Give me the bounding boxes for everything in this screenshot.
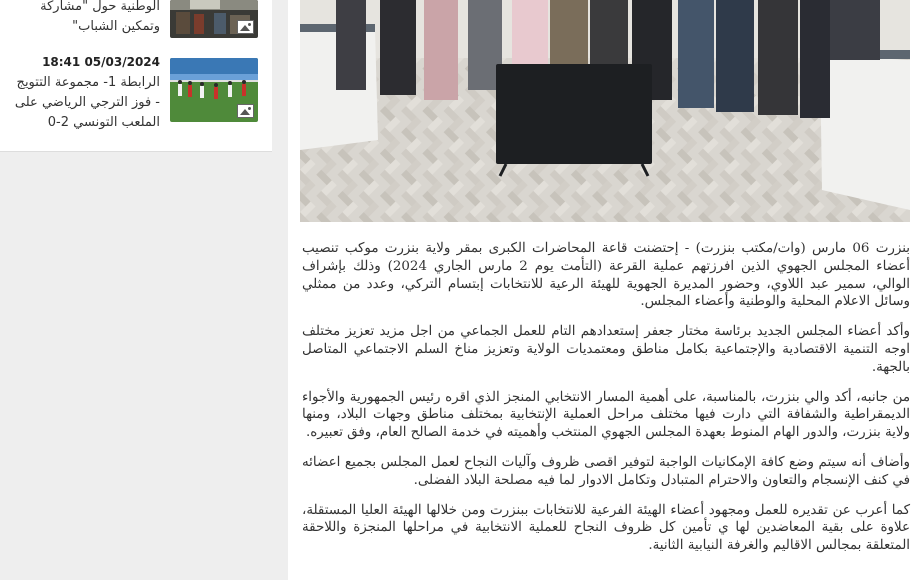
article-paragraph: كما أعرب عن تقديره للعمل ومجهود أعضاء الهيئة الفرعية للانتخابات ببنزرت ومن خلالها الهيئة العليا المستقلة، علاوة على بقية المعاضدين لها ي تأمين كل ظروف النجاح للعملية الانتخابية في مراحلها المنجزة واللاحقة المتعلقة بمجالس الاقاليم والغرفة النيابية الثانية. bbox=[302, 502, 910, 554]
news-item[interactable] bbox=[0, 0, 258, 40]
article-panel bbox=[288, 0, 922, 580]
article-paragraph: وأضاف أنه سيتم وضع كافة الإمكانيات الواجبة لتوفير اقصى ظروف وآليات النجاح لعمل المجلس بجميع اعضائه في كنف الإنسجام والتعاون والاحترام المتبادل وتكامل الادوار لما فيه مصلحة البلاد الفضلى. bbox=[302, 454, 910, 488]
article-paragraph: من جانبه، أكد والي بنزرت، بالمناسبة، على أهمية المسار الانتخابي المنجز الذي اقره رئيس الجمهورية والأجواء الديمقراطية والشفافة التي دارت فيها مختلف مراحل العملية الإنتخابية بمختلف مناطق وجهات البلاد، ومنها ولاية بنزرت، والدور الهام المنوط بعهدة المجلس الجهوي المنتخب وأهميته في خدمة الصالح العام، وفق تعبيره. bbox=[302, 389, 910, 441]
article-body bbox=[302, 240, 910, 567]
news-title-line[interactable]: وتمكين الشباب" bbox=[72, 19, 160, 34]
news-thumbnail[interactable] bbox=[170, 58, 258, 122]
news-date: 18:41 05/03/2024 bbox=[42, 55, 160, 69]
article-photo-image bbox=[300, 0, 910, 222]
news-thumbnail[interactable] bbox=[170, 0, 258, 38]
news-title-line[interactable]: - فوز الترجي الرياضي على bbox=[14, 95, 160, 110]
news-text-block[interactable] bbox=[0, 52, 160, 133]
news-title-line[interactable]: الملعب التونسي 2-0 bbox=[47, 115, 160, 130]
image-icon bbox=[237, 20, 254, 34]
news-item[interactable] bbox=[0, 54, 258, 134]
related-news-sidebar bbox=[0, 0, 272, 152]
article-photo bbox=[300, 0, 910, 222]
article-paragraph: بنزرت 06 مارس (وات/مكتب بنزرت) - إحتضنت قاعة المحاضرات الكبرى بمقر ولاية بنزرت موكب تنصيب أعضاء المجلس الجهوي الذين افرزتهم عملية القرعة (التأمت يوم 2 مارس الجاري 2024) وذلك بإشراف الوالي، سمير عبد اللاوي، وحضور المديرة الجهوية للهيئة الرعية للانتخابات إبتسام التركي، وعدد من ممثلي وسائل الاعلام المحلية والوطنية وأعضاء المجلس. bbox=[302, 241, 910, 310]
image-icon bbox=[237, 104, 254, 118]
news-title-line[interactable]: الوطنية حول "مشاركة bbox=[40, 0, 160, 14]
news-title[interactable] bbox=[0, 0, 160, 37]
news-title-line[interactable]: الرابطة 1- مجموعة التتويج bbox=[16, 75, 160, 90]
article-paragraph: وأكد أعضاء المجلس الجديد برئاسة مختار جعفر إستعدادهم التام للعمل الجماعي من اجل مزيد تعزيز مختلف اوجه التنمية الاقتصادية والإجتماعية بكامل مناطق ومعتمديات الولاية وتعزيز مناخ السلم الاجتماعي المتاصل بالجهة. bbox=[302, 324, 910, 375]
